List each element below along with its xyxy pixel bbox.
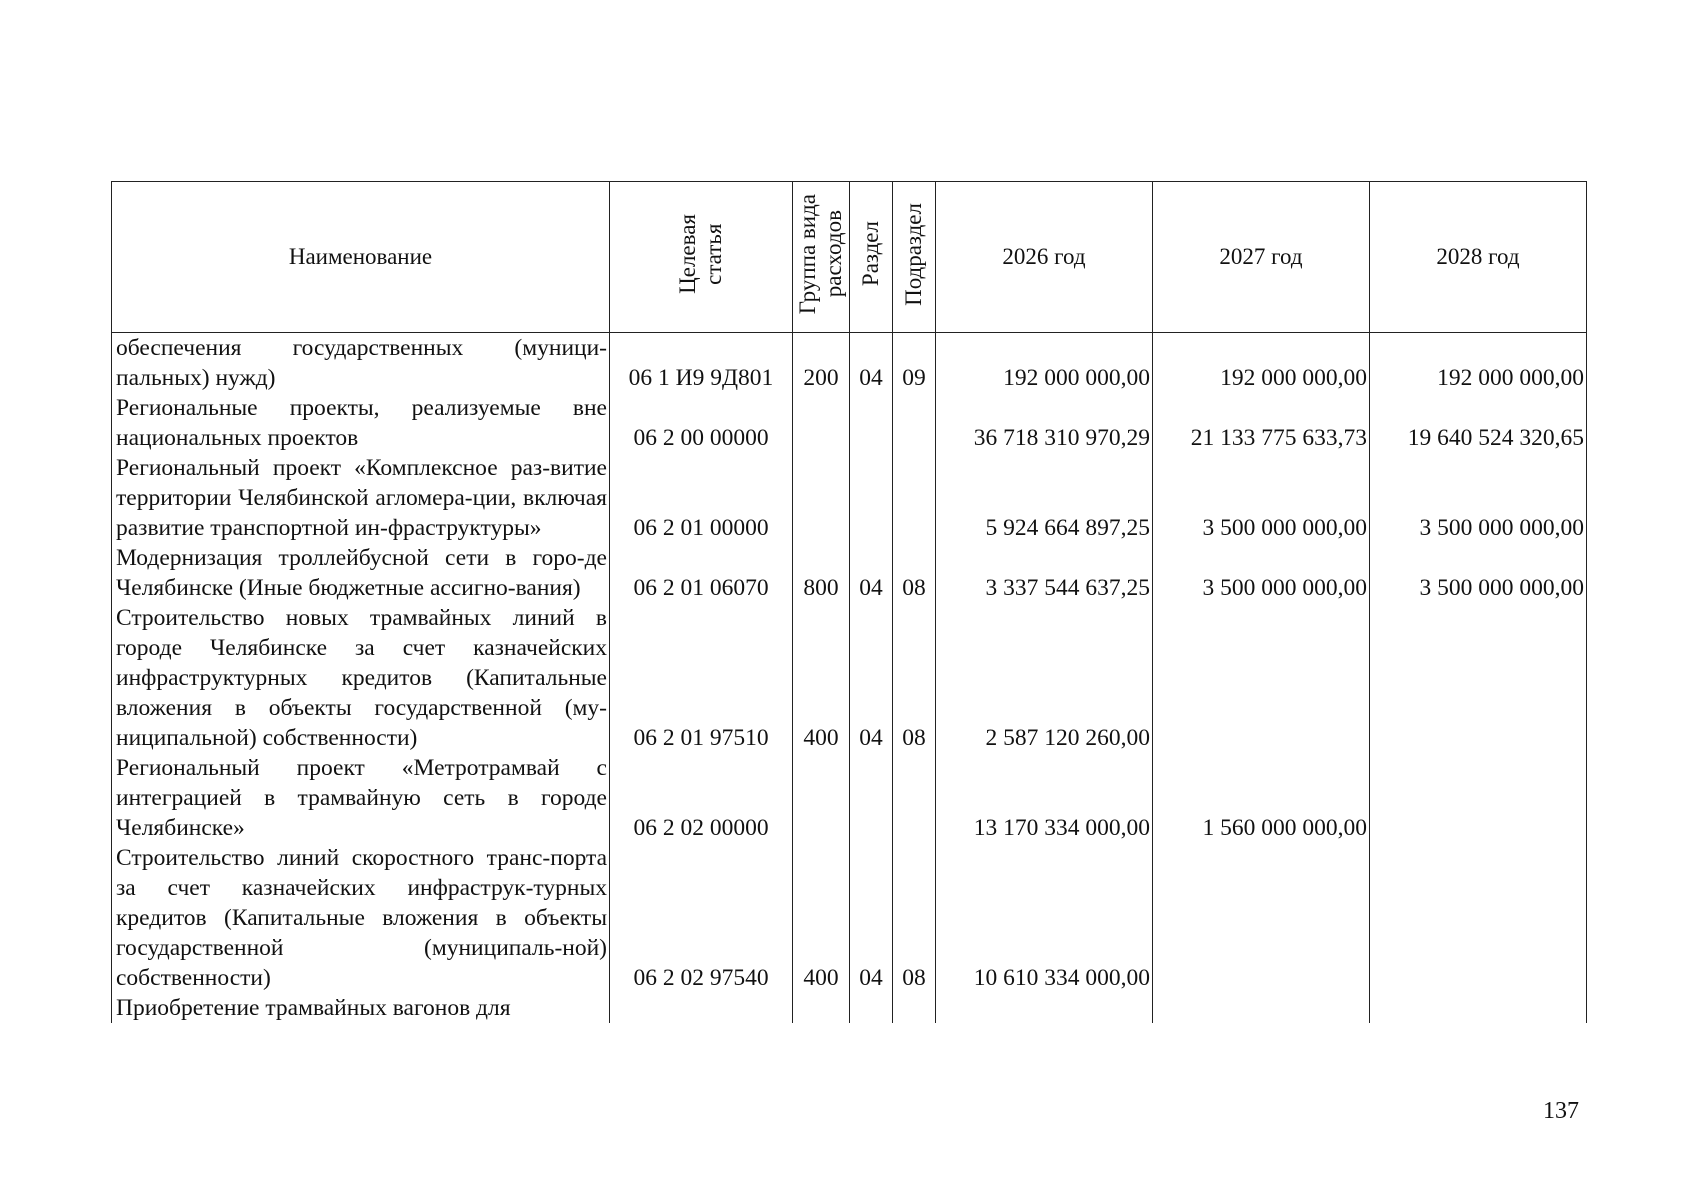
cell-expense-group	[793, 393, 850, 453]
cell-expense-group	[793, 993, 850, 1023]
cell-section	[850, 393, 893, 453]
table-row	[112, 753, 1587, 843]
page-number: 137	[1543, 1098, 1579, 1124]
cell-expense-group	[793, 753, 850, 843]
cell-year-2027: 192 000 000,00	[1153, 333, 1370, 394]
header-article	[610, 182, 793, 333]
cell-article: 06 2 02 00000	[610, 753, 793, 843]
cell-article: 06 2 01 00000	[610, 453, 793, 543]
cell-article: 06 2 01 97510	[610, 603, 793, 753]
header-section	[850, 182, 893, 333]
cell-year-2028: 192 000 000,00	[1370, 333, 1587, 394]
table-row	[112, 393, 1587, 453]
table-row	[112, 993, 1587, 1023]
cell-year-2026: 192 000 000,00	[936, 333, 1153, 394]
header-year-2026: 2026 год	[936, 182, 1153, 333]
cell-year-2027: 3 500 000 000,00	[1153, 453, 1370, 543]
cell-expense-group: 400	[793, 843, 850, 993]
cell-year-2026: 10 610 334 000,00	[936, 843, 1153, 993]
cell-subsection	[893, 753, 936, 843]
header-year-2027: 2027 год	[1153, 182, 1370, 333]
cell-year-2026: 5 924 664 897,25	[936, 453, 1153, 543]
table-row	[112, 543, 1587, 603]
cell-name: Региональный проект «Комплексное раз-витие территории Челябинской агломера-ции, включая развитие транспортной ин-фраструктуры»	[112, 453, 610, 543]
cell-section: 04	[850, 333, 893, 394]
header-subsection-label: Подраздел	[901, 202, 926, 306]
cell-expense-group: 400	[793, 603, 850, 753]
table-row	[112, 603, 1587, 753]
cell-year-2027: 1 560 000 000,00	[1153, 753, 1370, 843]
cell-year-2026: 36 718 310 970,29	[936, 393, 1153, 453]
budget-table-container	[111, 181, 1586, 1023]
cell-name: Строительство новых трамвайных линий в городе Челябинске за счет казначейских инфраструктурных кредитов (Капитальные вложения в объекты государственной (му-ниципальной) собственности)	[112, 603, 610, 753]
cell-year-2028	[1370, 603, 1587, 753]
cell-subsection: 09	[893, 333, 936, 394]
cell-name: Региональные проекты, реализуемые вне национальных проектов	[112, 393, 610, 453]
cell-article: 06 2 01 06070	[610, 543, 793, 603]
cell-year-2026: 3 337 544 637,25	[936, 543, 1153, 603]
cell-name: Строительство линий скоростного транс-порта за счет казначейских инфраструк-турных кредитов (Капитальные вложения в объекты государственной (муниципаль-ной) собственности)	[112, 843, 610, 993]
cell-subsection: 08	[893, 543, 936, 603]
cell-article: 06 2 02 97540	[610, 843, 793, 993]
budget-table	[111, 181, 1587, 1023]
cell-year-2028: 3 500 000 000,00	[1370, 453, 1587, 543]
cell-expense-group: 800	[793, 543, 850, 603]
cell-name: обеспечения государственных (муници-пальных) нужд)	[112, 333, 610, 394]
cell-article: 06 2 00 00000	[610, 393, 793, 453]
cell-year-2026	[936, 993, 1153, 1023]
cell-year-2028: 19 640 524 320,65	[1370, 393, 1587, 453]
cell-year-2026: 13 170 334 000,00	[936, 753, 1153, 843]
cell-name: Региональный проект «Метротрамвай с интеграцией в трамвайную сеть в городе Челябинске»	[112, 753, 610, 843]
cell-section: 04	[850, 603, 893, 753]
cell-year-2028	[1370, 993, 1587, 1023]
cell-expense-group: 200	[793, 333, 850, 394]
cell-section	[850, 453, 893, 543]
header-section-label: Раздел	[858, 221, 883, 287]
cell-section: 04	[850, 543, 893, 603]
table-header	[112, 182, 1587, 333]
cell-year-2027	[1153, 843, 1370, 993]
cell-expense-group	[793, 453, 850, 543]
header-expense-group-label: Группа вида расходов	[795, 193, 846, 315]
cell-year-2027	[1153, 603, 1370, 753]
cell-article	[610, 993, 793, 1023]
cell-name: Модернизация троллейбусной сети в горо-де Челябинске (Иные бюджетные ассигно-вания)	[112, 543, 610, 603]
table-row	[112, 333, 1587, 394]
table-body	[112, 333, 1587, 1024]
header-subsection	[893, 182, 936, 333]
cell-subsection: 08	[893, 603, 936, 753]
cell-section	[850, 753, 893, 843]
header-year-2028: 2028 год	[1370, 182, 1587, 333]
cell-subsection: 08	[893, 843, 936, 993]
cell-subsection	[893, 453, 936, 543]
cell-year-2028: 3 500 000 000,00	[1370, 543, 1587, 603]
header-name: Наименование	[112, 182, 610, 333]
cell-article: 06 1 И9 9Д801	[610, 333, 793, 394]
cell-year-2027: 21 133 775 633,73	[1153, 393, 1370, 453]
cell-subsection	[893, 993, 936, 1023]
cell-year-2028	[1370, 843, 1587, 993]
cell-year-2027: 3 500 000 000,00	[1153, 543, 1370, 603]
header-expense-group	[793, 182, 850, 333]
cell-year-2026: 2 587 120 260,00	[936, 603, 1153, 753]
cell-section: 04	[850, 843, 893, 993]
table-row	[112, 453, 1587, 543]
cell-subsection	[893, 393, 936, 453]
cell-year-2028	[1370, 753, 1587, 843]
cell-name: Приобретение трамвайных вагонов для	[112, 993, 610, 1023]
table-row	[112, 843, 1587, 993]
header-article-label: Целевая статья	[675, 214, 726, 294]
cell-section	[850, 993, 893, 1023]
cell-year-2027	[1153, 993, 1370, 1023]
